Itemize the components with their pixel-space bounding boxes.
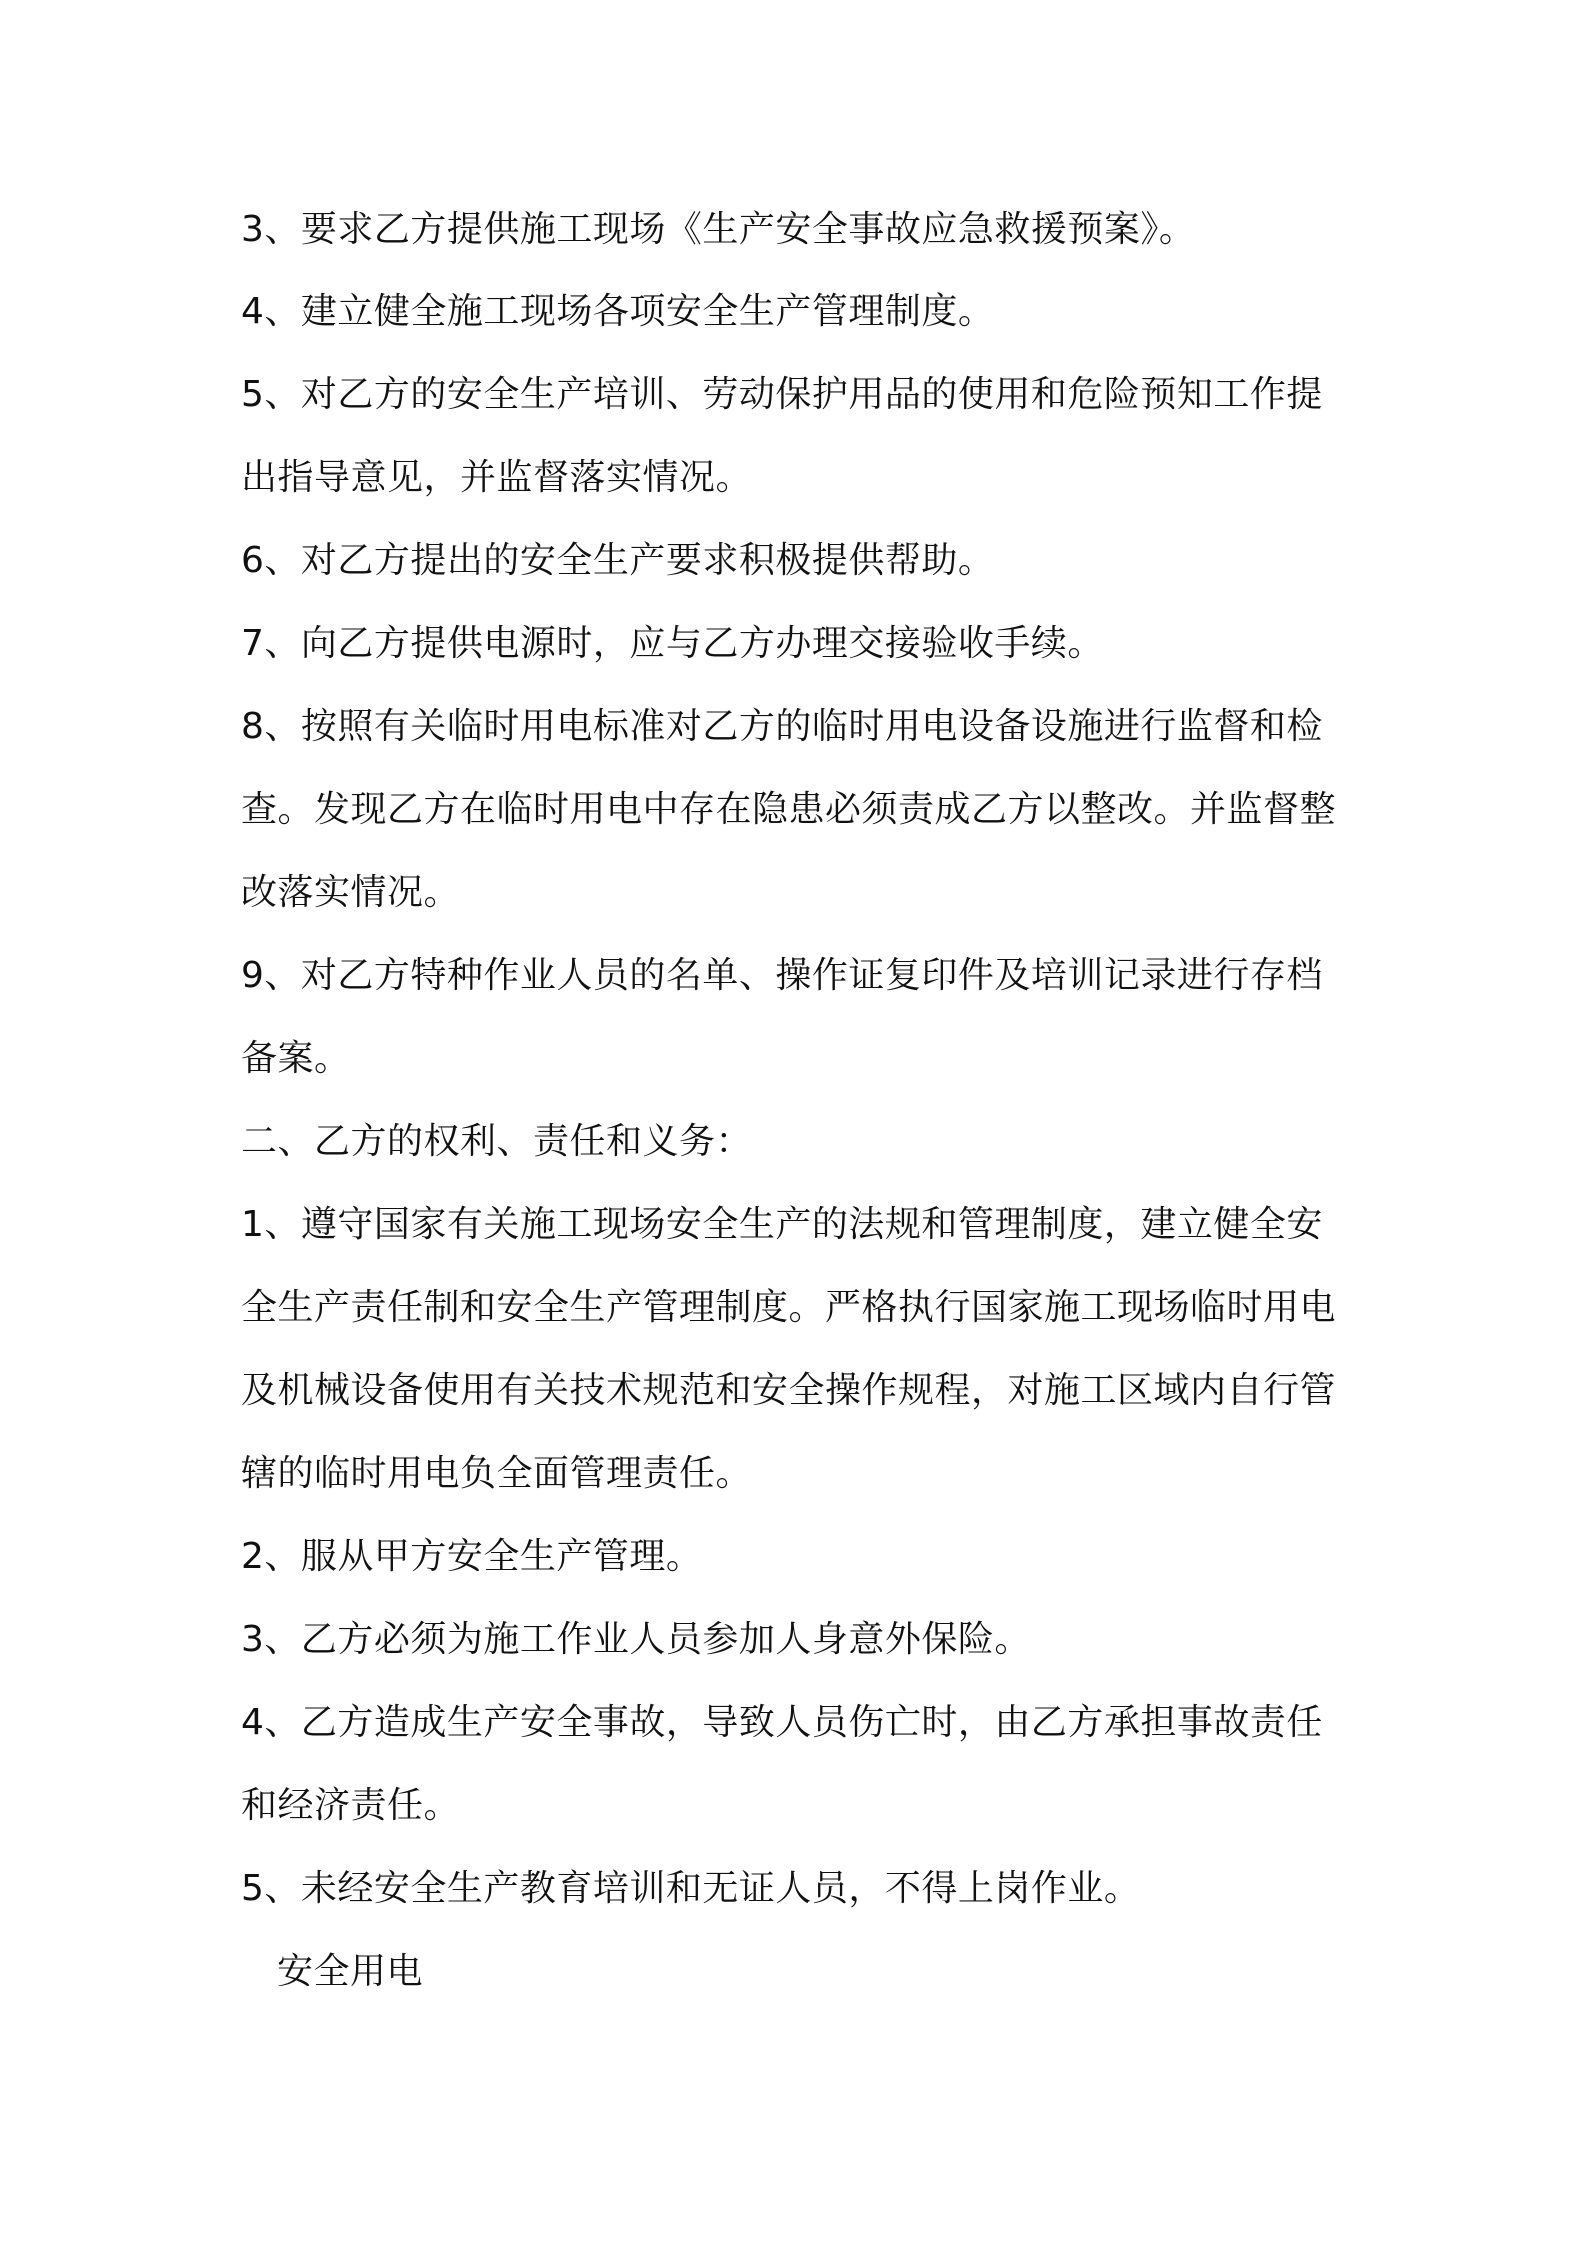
text-line: 2、服从甲方安全生产管理。 (241, 1536, 703, 1577)
section-heading: 二、乙方的权利、责任和义务： (241, 1121, 753, 1162)
text-line: 查。发现乙方在临时用电中存在隐患必须责成乙方以整改。并监督整 (241, 789, 1337, 830)
text-line: 备案。 (241, 1038, 351, 1079)
text-line: 出指导意见，并监督落实情况。 (241, 457, 753, 498)
text-line: 和经济责任。 (241, 1785, 461, 1826)
text-line: 6、对乙方提出的安全生产要求积极提供帮助。 (241, 540, 995, 581)
text-line: 3、要求乙方提供施工现场《生产安全事故应急救援预案》。 (241, 209, 1196, 250)
text-line: 7、向乙方提供电源时，应与乙方办理交接验收手续。 (241, 623, 1104, 664)
text-line: 9、对乙方特种作业人员的名单、操作证复印件及培训记录进行存档 (241, 955, 1323, 996)
text-line: 3、乙方必须为施工作业人员参加人身意外保险。 (241, 1619, 1031, 1660)
section-title: 安全用电 (277, 1951, 424, 1992)
text-line: 辖的临时用电负全面管理责任。 (241, 1453, 753, 1494)
text-line: 全生产责任制和安全生产管理制度。严格执行国家施工现场临时用电 (241, 1287, 1337, 1328)
text-line: 1、遵守国家有关施工现场安全生产的法规和管理制度，建立健全安 (241, 1204, 1323, 1245)
text-line: 8、按照有关临时用电标准对乙方的临时用电设备设施进行监督和检 (241, 706, 1323, 747)
text-line: 5、未经安全生产教育培训和无证人员，不得上岗作业。 (241, 1868, 1141, 1909)
text-line: 4、乙方造成生产安全事故，导致人员伤亡时，由乙方承担事故责任 (241, 1702, 1323, 1743)
text-line: 5、对乙方的安全生产培训、劳动保护用品的使用和危险预知工作提 (241, 374, 1323, 415)
text-line: 改落实情况。 (241, 872, 461, 913)
text-line: 4、建立健全施工现场各项安全生产管理制度。 (241, 291, 995, 332)
text-line: 及机械设备使用有关技术规范和安全操作规程，对施工区域内自行管 (241, 1370, 1337, 1411)
